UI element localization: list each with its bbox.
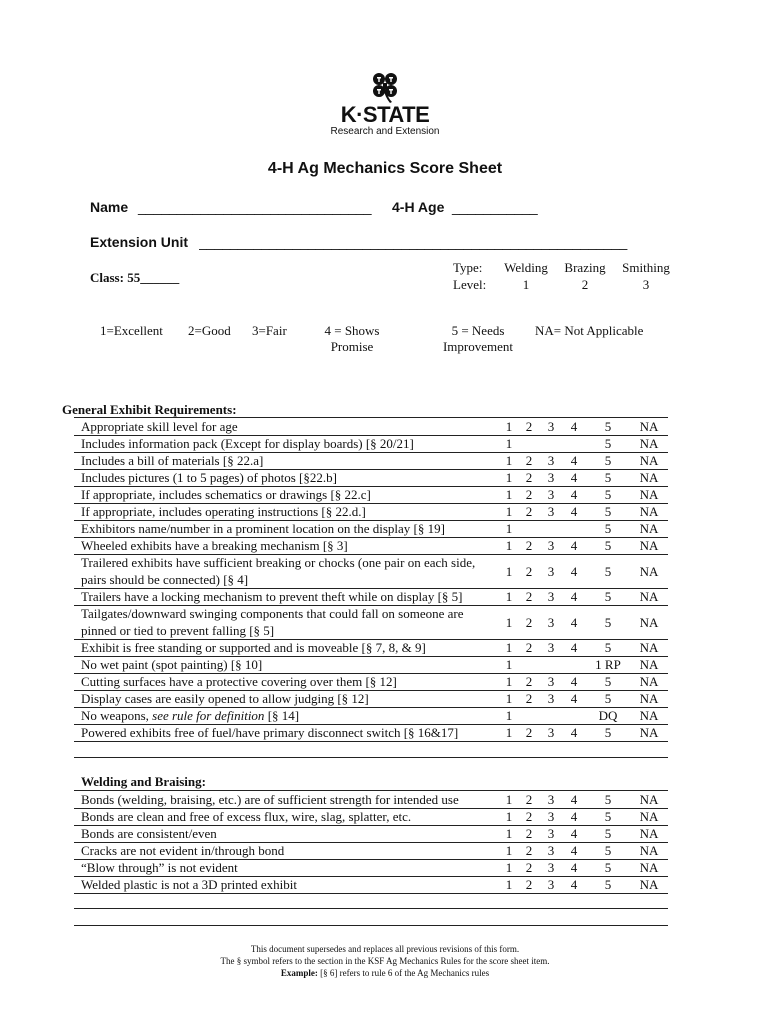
score-3[interactable]: 3: [547, 504, 555, 519]
footer-note: [0, 943, 770, 979]
score-1[interactable]: 1: [505, 657, 513, 672]
score-1[interactable]: 1: [505, 419, 513, 434]
table-row: [78, 469, 668, 486]
scale-4-line2: Promise: [330, 339, 374, 354]
criterion-text: Includes pictures (1 to 5 pages) of photos [§22.b]: [81, 470, 337, 485]
criterion-text: No wet paint (spot painting) [§ 10]: [81, 657, 263, 672]
score-5[interactable]: 5: [604, 860, 612, 875]
age-label: 4-H Age: [392, 199, 445, 215]
score-4[interactable]: 4: [570, 674, 578, 689]
footer-example-text: [§ 6] refers to rule 6 of the Ag Mechanics rules: [317, 968, 490, 978]
score-3[interactable]: 3: [547, 792, 555, 807]
table-row: [78, 486, 668, 503]
score-4[interactable]: 4: [570, 589, 578, 604]
welding-heading: Welding and Braising:: [81, 774, 206, 789]
table-row: [78, 588, 668, 605]
score-3[interactable]: 3: [547, 691, 555, 706]
score-3[interactable]: 3: [547, 725, 555, 740]
table-row: [78, 418, 668, 435]
score-3[interactable]: 3: [547, 640, 555, 655]
score-na[interactable]: NA: [639, 453, 659, 468]
score-5[interactable]: 5: [604, 504, 612, 519]
level-3: 3: [642, 277, 650, 292]
score-5[interactable]: 5: [604, 809, 612, 824]
score-na[interactable]: NA: [639, 826, 659, 841]
score-na[interactable]: NA: [639, 436, 659, 451]
score-4[interactable]: 4: [570, 453, 578, 468]
score-na[interactable]: NA: [639, 792, 659, 807]
score-2[interactable]: 2: [525, 615, 533, 630]
score-1[interactable]: 1: [505, 504, 513, 519]
scale-fair: 3=Fair: [252, 323, 287, 338]
score-1[interactable]: 1: [505, 691, 513, 706]
criterion-text: If appropriate, includes operating instructions [§ 22.d.]: [81, 504, 366, 519]
score-na[interactable]: NA: [639, 419, 659, 434]
score-1[interactable]: 1: [505, 453, 513, 468]
criterion-text: Tailgates/downward swinging components that could fall on someone are pinned or tied to prevent falling [§ 5]: [81, 606, 464, 638]
score-5[interactable]: 5: [604, 487, 612, 502]
score-5[interactable]: 5: [604, 725, 612, 740]
criterion-text: Exhibitors name/number in a prominent location on the display [§ 19]: [81, 521, 445, 536]
score-3[interactable]: 3: [547, 487, 555, 502]
footer-line2: The § symbol refers to the section in the KSF Ag Mechanics Rules for the score sheet item.: [220, 956, 550, 966]
score-na[interactable]: NA: [639, 521, 659, 536]
score-5[interactable]: 5: [604, 564, 612, 579]
score-na[interactable]: NA: [639, 487, 659, 502]
criterion-text: Bonds (welding, braising, etc.) are of sufficient strength for intended use: [81, 792, 459, 807]
level-label: Level:: [453, 277, 487, 292]
table-row: [78, 825, 668, 842]
score-na[interactable]: NA: [639, 538, 659, 553]
score-2[interactable]: 2: [525, 843, 533, 858]
score-3[interactable]: 3: [547, 615, 555, 630]
type-label: Type:: [453, 260, 483, 275]
score-2[interactable]: 2: [525, 487, 533, 502]
score-5[interactable]: 5: [604, 877, 612, 892]
extension-unit-field[interactable]: _______________________________________________________: [199, 234, 628, 250]
score-4[interactable]: 4: [570, 691, 578, 706]
scale-4-line1: 4 = Shows: [324, 323, 380, 338]
scale-5-line2: Improvement: [442, 339, 514, 354]
criterion-text: Powered exhibits free of fuel/have primary disconnect switch [§ 16&17]: [81, 725, 459, 740]
score-5[interactable]: 5: [604, 538, 612, 553]
score-1[interactable]: 1: [505, 436, 513, 451]
score-1[interactable]: 1: [505, 615, 513, 630]
score-5[interactable]: 5: [604, 674, 612, 689]
criterion-text: Exhibit is free standing or supported and is moveable [§ 7, 8, & 9]: [81, 640, 426, 655]
brand-subtitle: Research and Extension: [330, 126, 440, 137]
extension-unit-label: Extension Unit: [90, 234, 189, 250]
score-1[interactable]: 1: [505, 470, 513, 485]
criterion-text: Trailers have a locking mechanism to prevent theft while on display [§ 5]: [81, 589, 463, 604]
score-na[interactable]: NA: [639, 615, 659, 630]
score-5[interactable]: 5: [604, 826, 612, 841]
table-row: [78, 842, 668, 859]
criterion-text: Includes a bill of materials [§ 22.a]: [81, 453, 264, 468]
score-3[interactable]: 3: [547, 674, 555, 689]
score-4[interactable]: 4: [570, 809, 578, 824]
row-divider: [74, 908, 668, 909]
score-na[interactable]: NA: [639, 564, 659, 579]
score-4[interactable]: 4: [570, 538, 578, 553]
score-4[interactable]: 4: [570, 725, 578, 740]
table-row: [78, 791, 668, 808]
level-1: 1: [522, 277, 530, 292]
score-5[interactable]: 5: [604, 792, 612, 807]
row-divider: [74, 741, 668, 742]
score-1[interactable]: 1: [505, 538, 513, 553]
class-field[interactable]: Class: 55______: [90, 270, 180, 285]
table-row: [78, 452, 668, 469]
footer-example-label: Example:: [280, 968, 318, 978]
score-4[interactable]: 4: [570, 564, 578, 579]
criterion-text: Cutting surfaces have a protective covering over them [§ 12]: [81, 674, 397, 689]
score-2[interactable]: 2: [525, 691, 533, 706]
score-4[interactable]: 4: [570, 792, 578, 807]
row-divider: [74, 757, 668, 758]
score-na[interactable]: NA: [639, 470, 659, 485]
table-row: [78, 639, 668, 656]
score-na[interactable]: NA: [639, 640, 659, 655]
score-5[interactable]: 5: [604, 640, 612, 655]
score-1[interactable]: 1: [505, 809, 513, 824]
score-2[interactable]: 2: [525, 504, 533, 519]
criterion-text: Welded plastic is not a 3D printed exhibit: [81, 877, 297, 892]
name-field[interactable]: ______________________________: [138, 199, 372, 215]
criterion-text-part: [§ 14]: [264, 708, 300, 723]
table-row: [78, 554, 668, 588]
kstate-logo: [320, 70, 450, 150]
score-3[interactable]: 3: [547, 809, 555, 824]
score-1[interactable]: 1: [505, 792, 513, 807]
row-divider: [74, 925, 668, 926]
scale-good: 2=Good: [188, 323, 231, 338]
table-row: [78, 724, 668, 741]
table-row: [78, 690, 668, 707]
criterion-text: Appropriate skill level for age: [81, 419, 238, 434]
score-1[interactable]: 1: [505, 826, 513, 841]
criterion-text: Cracks are not evident in/through bond: [81, 843, 285, 858]
score-1[interactable]: 1: [505, 843, 513, 858]
scale-excellent: 1=Excellent: [100, 323, 163, 338]
score-3[interactable]: 3: [547, 564, 555, 579]
score-5[interactable]: 5: [604, 436, 612, 451]
score-na[interactable]: NA: [639, 725, 659, 740]
score-5[interactable]: 5: [604, 691, 612, 706]
score-3[interactable]: 3: [547, 826, 555, 841]
score-1[interactable]: 1: [505, 487, 513, 502]
score-5[interactable]: 5: [604, 615, 612, 630]
score-2[interactable]: 2: [525, 725, 533, 740]
score-4[interactable]: 4: [570, 615, 578, 630]
footer-line3: [0, 967, 770, 979]
criterion-text-emphasis: see rule for definition: [152, 708, 265, 723]
score-5[interactable]: 5: [604, 843, 612, 858]
score-2[interactable]: 2: [525, 419, 533, 434]
table-row: [78, 537, 668, 554]
score-1[interactable]: 1: [505, 674, 513, 689]
score-2[interactable]: 2: [525, 809, 533, 824]
scale-5-line1: 5 = Needs: [451, 323, 505, 338]
score-2[interactable]: 2: [525, 538, 533, 553]
table-row: [78, 673, 668, 690]
criterion-text: Bonds are consistent/even: [81, 826, 217, 841]
score-na[interactable]: NA: [639, 589, 659, 604]
type-brazing: Brazing: [564, 260, 606, 275]
score-4[interactable]: 4: [570, 877, 578, 892]
score-3[interactable]: 3: [547, 453, 555, 468]
age-field[interactable]: ___________: [452, 199, 538, 215]
criterion-text: [81, 707, 501, 724]
score-1[interactable]: 1: [505, 860, 513, 875]
score-na[interactable]: NA: [639, 860, 659, 875]
score-1[interactable]: 1: [505, 564, 513, 579]
score-4[interactable]: 4: [570, 843, 578, 858]
score-4[interactable]: 4: [570, 640, 578, 655]
score-na[interactable]: NA: [639, 674, 659, 689]
general-heading: General Exhibit Requirements:: [62, 402, 237, 417]
criterion-text: Display cases are easily opened to allow judging [§ 12]: [81, 691, 369, 706]
score-2[interactable]: 2: [525, 589, 533, 604]
score-4[interactable]: 4: [570, 826, 578, 841]
score-5[interactable]: 5: [604, 470, 612, 485]
score-4[interactable]: 4: [570, 504, 578, 519]
score-1[interactable]: 1: [505, 877, 513, 892]
name-label: Name: [90, 199, 129, 215]
score-3[interactable]: 3: [547, 470, 555, 485]
score-1[interactable]: 1: [505, 708, 513, 723]
score-1[interactable]: 1: [505, 589, 513, 604]
score-1[interactable]: 1: [505, 640, 513, 655]
score-5[interactable]: 5: [604, 589, 612, 604]
score-4[interactable]: 4: [570, 860, 578, 875]
criterion-text: Includes information pack (Except for display boards) [§ 20/21]: [81, 436, 414, 451]
score-3[interactable]: 3: [547, 843, 555, 858]
criterion-text-part: No weapons,: [81, 708, 153, 723]
score-2[interactable]: 2: [525, 470, 533, 485]
score-na[interactable]: NA: [639, 809, 659, 824]
4h-clover-icon: [368, 70, 402, 104]
score-na[interactable]: NA: [639, 691, 659, 706]
score-na[interactable]: NA: [639, 504, 659, 519]
score-2[interactable]: 2: [525, 674, 533, 689]
score-2[interactable]: 2: [525, 877, 533, 892]
type-welding: Welding: [504, 260, 548, 275]
score-5[interactable]: 5: [604, 419, 612, 434]
score-5[interactable]: 5: [604, 521, 612, 536]
footer-line1: This document supersedes and replaces all previous revisions of this form.: [250, 944, 520, 954]
score-4[interactable]: 4: [570, 487, 578, 502]
score-na[interactable]: NA: [639, 708, 659, 723]
type-smithing: Smithing: [622, 260, 670, 275]
score-5[interactable]: 1 RP: [595, 657, 621, 672]
score-4[interactable]: 4: [570, 470, 578, 485]
table-row: [78, 808, 668, 825]
criterion-text: “Blow through” is not evident: [81, 860, 238, 875]
brand-name: K·STATE: [340, 102, 430, 127]
table-row: [78, 707, 668, 724]
table-row: [78, 656, 668, 673]
scale-shows-promise: [312, 323, 392, 355]
score-3[interactable]: 3: [547, 538, 555, 553]
score-2[interactable]: 2: [525, 860, 533, 875]
table-row: [78, 605, 668, 639]
score-1[interactable]: 1: [505, 725, 513, 740]
score-2[interactable]: 2: [525, 826, 533, 841]
table-row: [78, 435, 668, 452]
page-title: 4-H Ag Mechanics Score Sheet: [267, 160, 503, 177]
level-2: 2: [581, 277, 589, 292]
table-row: [78, 503, 668, 520]
table-row: [78, 859, 668, 876]
criterion-text: If appropriate, includes schematics or drawings [§ 22.c]: [81, 487, 371, 502]
score-na[interactable]: NA: [639, 877, 659, 892]
scale-needs-improvement: [433, 323, 523, 355]
criterion-text: Trailered exhibits have sufficient breaking or chocks (one pair on each side, pairs should be connected) [§ 4]: [81, 555, 476, 587]
score-4[interactable]: 4: [570, 419, 578, 434]
table-row: [78, 876, 668, 893]
scale-not-applicable: NA= Not Applicable: [535, 323, 644, 338]
table-row: [78, 520, 668, 537]
score-na[interactable]: NA: [639, 843, 659, 858]
score-3[interactable]: 3: [547, 419, 555, 434]
score-3[interactable]: 3: [547, 860, 555, 875]
score-2[interactable]: 2: [525, 640, 533, 655]
row-divider: [74, 893, 668, 894]
score-3[interactable]: 3: [547, 877, 555, 892]
score-3[interactable]: 3: [547, 589, 555, 604]
score-5[interactable]: DQ: [598, 708, 618, 723]
score-1[interactable]: 1: [505, 521, 513, 536]
criterion-text: Wheeled exhibits have a breaking mechanism [§ 3]: [81, 538, 348, 553]
criterion-text: Bonds are clean and free of excess flux, wire, slag, splatter, etc.: [81, 809, 412, 824]
score-2[interactable]: 2: [525, 453, 533, 468]
score-2[interactable]: 2: [525, 792, 533, 807]
score-na[interactable]: NA: [639, 657, 659, 672]
score-5[interactable]: 5: [604, 453, 612, 468]
score-2[interactable]: 2: [525, 564, 533, 579]
